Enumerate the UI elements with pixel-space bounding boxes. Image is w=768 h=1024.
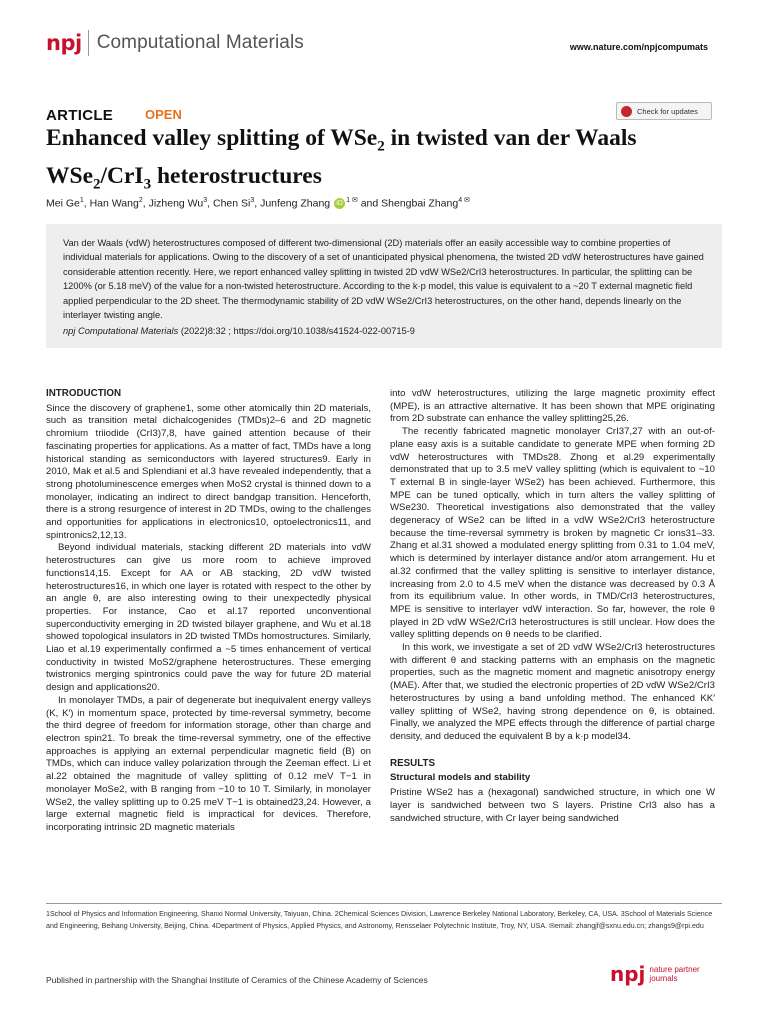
author-name[interactable]: Jizheng Wu (148, 197, 204, 210)
left-column (46, 388, 371, 835)
body-paragraph: Since the discovery of graphene1, some other atomically thin 2D materials, such as transition metal dichalcogenides (TMDs)2–6 and 2D magnetic chromium triiodide (CrI3)7,8, have gained attention because of their fascinating properties for applications. As a matter of fact, TMDs have a long historical standing as semiconductors with layered structures9. Early in 2010, Mak et al.5 and Splendiani et al.3 have revealed independently, that a strong photoluminescence emerges when MoS2 crystal is thinned down to a monolayer, indicating an indirect to direct bandgap transition. Henceforth, there is a strong resurgence of interest in 2D TMDs, owing to the challenges and opportunities for applications in electronics10, optoelectronics11, and spintronics2,12,13. (46, 402, 371, 541)
article-title: Enhanced valley splitting of WSe$_2$ in twisted van der Waals WSe$_2$/CrI$_3$ heterostructures (46, 125, 637, 193)
affiliations-footnote: 1School of Physics and Information Engineering, Shanxi Normal University, Taiyuan, China. 2Chemical Sciences Division, Lawrence Berkeley National Laboratory, Berkeley, CA, USA. 3School of Materials Science and Engineering, Beihang University, Beijing, China. 4Department of Physics, Applied Physics, and Astronomy, Rensselaer Polytechnic Institute, Troy, NY, USA. ✉email: zhangjf@sxnu.edu.cn; zhangs9@rpi.edu (46, 910, 713, 930)
partner-text: nature partner journals (649, 965, 700, 983)
section-heading-results: RESULTS (390, 757, 435, 769)
open-access-label: OPEN (145, 107, 182, 122)
orcid-icon[interactable]: iD (334, 198, 345, 209)
journal-brand[interactable] (46, 30, 304, 56)
journal-url-link[interactable]: www.nature.com/npjcompumats (569, 42, 708, 52)
body-paragraph: The recently fabricated magnetic monolayer CrI37,27 with an out-of-plane easy axis is a suitable candidate to generate MPE when forming 2D vdW heterostructures with TMDs28. Zhong et al.29 experimentally demonstrated that up to 3.5 meV valley splitting (which is equivalent to ~10 T external B in single-layer WSe2) has been achieved. Furthermore, this MPE can be tuned optically, which in turn alters the valley splitting of WSe230. Theoretical investigations also demonstrated that the valley degeneracy of WSe2 can be lifted in a vdW WSe2/CrI3 heterostructure because the time-reversal symmetry is broken by magnetic Cr ions31–33. Zhang et al.31 showed a modulated energy splitting from 0.31 to 1.04 meV, which is determined by interlayer distance and/or atom arrangement. Hu et al.32 confirmed that the valley splitting is sensitive to interlayer distance, increasing from 2.0 to 4.5 meV when the distance was decreased by 0.3 Å from its equilibrium value. In other words, in TMD/CrI3 heterostructures, MPE is sensitive to interlayer vdW interaction. So far, however, the role θ played in 2D vdW WSe2/CrI3 heterostructures is still unclear. How does the valley splitting depends on θ needs to be clarified. (390, 426, 715, 641)
journal-header (46, 30, 708, 60)
body-paragraph: Beyond individual materials, stacking different 2D materials into vdW heterostructures can give us more room to achieve improved functions14,15. Except for AA or AB stacking, 2D vdW twisted heterostructures16, in which one layer is rotated with respect to the other by an angle θ, are also interesting owing to their unexpectedly physical properties. For instance, Cao et al.17 reported unconventional superconductivity emerging in 2D twisted bilayer graphene, and Wu et al.18 showed topological insulators in 2D twisted TMDs homostructures. Similarly, Liao et al.19 experimentally confirmed a ~5 times enhancement of vertical conductivity in twisted MoS2/graphene heterostructures. These emerging twistronics merging spintronics could pave the way for future 2D material design and applications20. (46, 542, 371, 694)
doi-link[interactable]: (2022)8:32 ; https://doi.org/10.1038/s41524-022-00715-9 (178, 326, 415, 337)
nature-partner-journals-logo[interactable] (610, 962, 700, 986)
author-list: Mei Ge$^1$, Han Wang$^2$, Jizheng Wu$^3$, Chen Si$^3$, Junfeng Zhang iD $^{1 ✉}$ and Shengbai Zhang$^{4 ✉}$ (46, 197, 470, 210)
author-name[interactable]: Mei Ge (46, 197, 80, 210)
journal-name: Computational Materials (96, 32, 304, 53)
publisher-footer: Published in partnership with the Shanghai Institute of Ceramics of the Chinese Academy of Sciences (46, 975, 428, 985)
footnote-divider (46, 903, 722, 904)
npj-logo: npj (46, 31, 82, 55)
article-type-label: ARTICLE (46, 107, 114, 124)
citation-line (63, 324, 705, 338)
section-heading-introduction: INTRODUCTION (46, 388, 122, 399)
check-for-updates-button[interactable] (616, 102, 712, 120)
check-updates-label: Check for updates (637, 106, 698, 116)
crossmark-icon (621, 106, 632, 117)
author-name[interactable]: Chen Si (212, 197, 251, 210)
abstract-text: Van der Waals (vdW) heterostructures composed of different two-dimensional (2D) materials offer an easily accessible way to combine properties of individual materials for applications. Owing to the discovery of a set of unanticipated physical phenomena, the twisted 2D vdW heterostructures have gained considerable attention recently. Here, we report enhanced valley splitting in twisted 2D vdW WSe2/CrI3 heterostructures. In particular, the splitting can be 1200% (or 5.18 meV) of the value for a non-twisted heterostructure. According to the k·p model, this value is equivalent to a ~20 T external magnetic field applied perpendicular to the 2D sheet. The thermodynamic stability of 2D vdW WSe2/CrI3 heterostructures, on the other hand, depends linearly on the interlayer twisting angle. (63, 238, 704, 321)
body-paragraph: In monolayer TMDs, a pair of degenerate but inequivalent energy valleys (K, K′) in momentum space, protected by time-reversal symmetry, become the third degree of freedom for information storage, other than charge and electron spin21. To break the time-reversal symmetry, one of the effective approaches is applying an external perpendicular magnetic field (B) on TMDs, which can induce valley polarization through the Zeeman effect. Li et al.22 obtained the magnitude of valley splitting of 0.12 meV T−1 in monolayer MoSe2, with B ranging from −10 to 10 T. Similarly, in monolayer WSe2, the valley splitting up to 0.25 meV T−1 is obtained23,24. However, a large external magnetic field is impractical for devices. Therefore, incorporating intrinsic 2D magnetic materials (46, 694, 371, 833)
abstract-box (46, 224, 722, 348)
body-paragraph: In this work, we investigate a set of 2D vdW WSe2/CrI3 heterostructures with different θ and stacking patterns with an emphasis on the magnetic properties, such as the magnetic moment and magnetic anisotropy energy (MAE). After that, we studied the electronic properties of 2D vdW WSe2/CrI3 heterostructures by using a band unfolding method. The enhanced KK′ valley splitting of WSe2, having strong dependence on θ, is obtained. Finally, we analyzed the MPE effects through the difference of partial charge density, and deduced the equivalent B by a k·p model34. (390, 642, 715, 742)
partner-npj-logo: npj (610, 962, 646, 986)
author-name[interactable]: Han Wang (89, 197, 139, 210)
author-name[interactable]: Shengbai Zhang (381, 197, 459, 210)
body-paragraph: Pristine WSe2 has a (hexagonal) sandwiched structure, in which one W layer is sandwiched between two S layers. Pristine CrI3 also has a sandwiched structure, with Cr layer being sandwiched (390, 787, 715, 824)
right-column (390, 388, 715, 825)
author-name[interactable]: Junfeng Zhang (260, 197, 331, 210)
journal-citation-name: npj Computational Materials (63, 326, 179, 337)
body-paragraph: into vdW heterostructures, utilizing the large magnetic proximity effect (MPE), is an attractive alternative. It has been shown that MPE originating from 2D substrate can enhance the valley splitting25,26. (390, 388, 715, 425)
subsection-heading: Structural models and stability (390, 772, 531, 784)
brand-divider (88, 30, 89, 56)
